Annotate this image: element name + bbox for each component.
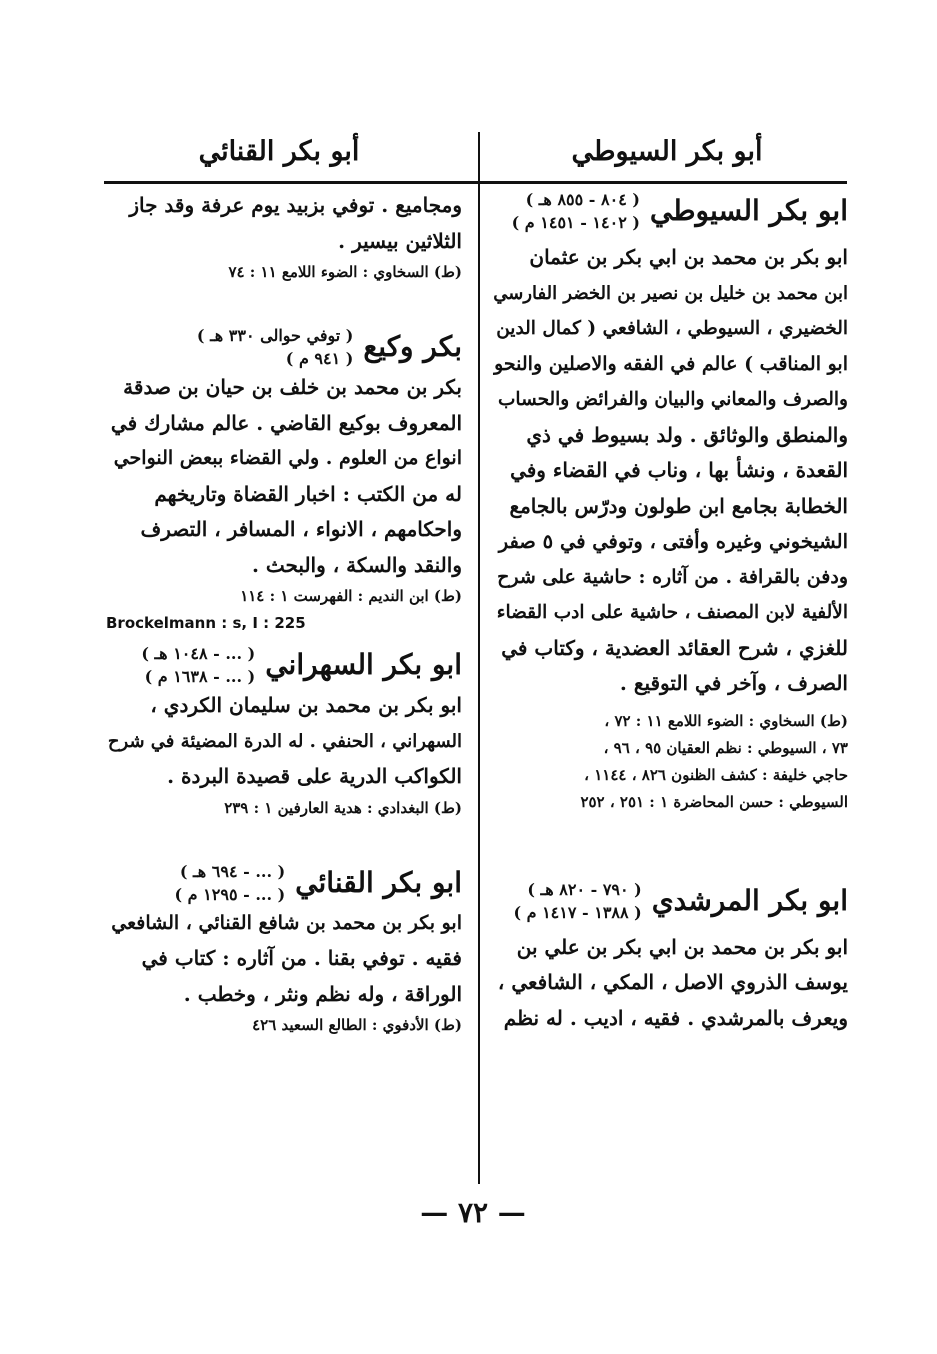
entry-name: ابو بكر القنائي [295, 865, 462, 899]
bio-line: ابو بكر بن محمد بن شافع القنائي ، الشافعي [111, 911, 462, 934]
bio-line: الشيخوني وغيره وأفتى ، وتوفي في ٥ صفر [498, 530, 848, 553]
bio-line: ابو بكر بن محمد بن سليمان الكردي ، [150, 693, 462, 717]
bio-line: الألفية لابن المصنف ، حاشية على ادب القضاء [496, 602, 848, 623]
bio-line: والصرف والمعاني والبيان والفرائض والحساب [498, 389, 848, 410]
dates-gregorian: ( ١٤٠٢ - ١٤٥١ م ) [511, 213, 640, 232]
dates-gregorian: ( ٩٤١ م ) [285, 349, 354, 368]
dates-hijri: ( ٨٠٤ - ٨٥٥ هـ ) [525, 190, 640, 209]
bio-line: ومجاميع . توفي بزبيد يوم عرفة وقد جاز [129, 193, 462, 217]
entry-name: ابو بكر السيوطي [649, 194, 848, 227]
right-column [492, 188, 848, 1036]
entry-name: بكر وكيع [363, 330, 462, 363]
entry-biography [106, 370, 462, 583]
source-line: حاجي خليفة : كشف الظنون ٨٢٦ ، ١١٤٤ ، [584, 765, 848, 784]
entry-heading [492, 188, 848, 234]
dates-hijri: ( ... - ٦٩٤ هـ ) [179, 861, 286, 881]
bio-line: الكواكب الدرية على قصيدة البردة . [167, 764, 462, 788]
dates-gregorian: ( ... - ١٢٩٥ م ) [174, 884, 286, 904]
entry-dates [512, 188, 640, 234]
entry-heading [106, 860, 462, 906]
source-line: (ط) السخاوي : الضوء اللامع ١١ : ٧٤ [228, 263, 462, 281]
source-line: (ط) السخاوي : الضوء اللامع ١١ : ٧٢ ، [604, 711, 848, 730]
bio-line: بكر بن محمد بن خلف بن حيان بن صدقة [123, 375, 462, 399]
entry-heading [106, 642, 462, 688]
entry-sources [106, 583, 462, 610]
page-number: — ٧٢ — [420, 1196, 526, 1229]
source-line: (ط) ابن النديم : الفهرست ١ : ١١٤ [240, 587, 462, 605]
entry-name: ابو بكر المرشدي [651, 883, 848, 917]
entry-sources [492, 708, 848, 816]
dates-hijri: ( ... - ١٠٤٨ هـ ) [141, 644, 256, 663]
dates-hijri: ( توفي حوالى ٣٣٠ هـ ) [196, 326, 354, 345]
source-line: السيوطي : حسن المحاضرة ١ : ٢٥١ ، ٢٥٢ [580, 792, 848, 811]
entry-sources [106, 795, 462, 822]
bio-line: ودفن بالقرافة . من آثاره : حاشية على شرح [497, 565, 848, 588]
bio-line: الخطابة بجامع ابن طولون ودرّس بالجامع [509, 493, 848, 518]
entry-sources [106, 1012, 462, 1039]
entry-dates [197, 324, 353, 370]
bio-line: ابو بكر بن محمد بن ابي بكر بن عثمان [529, 245, 848, 269]
entry-biography [492, 240, 848, 702]
entry-dates [513, 878, 641, 924]
entry-sources [106, 259, 462, 286]
entry-biography [106, 688, 462, 795]
bio-line: الثلاثين بيسير . [338, 228, 462, 253]
bio-line: ابو بكر بن محمد بن ابي بكر بن علي بن [516, 934, 848, 959]
bio-line: والمنطق والوثائق . ولد بسيوط في ذي [526, 422, 848, 447]
bio-line: ابن محمد بن خليل بن نصير بن الخضر الفارسي [493, 282, 848, 304]
bio-line: فقيه . توفي بقنا . من آثاره : كتاب في [141, 946, 462, 970]
bio-line: المعروف بوكيع القاضي . عالم مشارك في [110, 410, 462, 435]
dates-gregorian: ( ... - ١٦٣٨ م ) [144, 667, 256, 686]
bio-line: للغزي ، شرح العقائد العضدية ، وكتاب في [501, 635, 848, 660]
bio-line: الصرف ، وآخر في التوقيع . [619, 671, 848, 695]
source-line: (ط) الأدفوي : الطالع السعيد ٤٢٦ [252, 1016, 462, 1034]
source-latin: Brockelmann : s, I : 225 [106, 614, 306, 632]
source-line: ٧٣ ، السيوطي : نظم العقيان ٩٥ ، ٩٦ ، [603, 738, 848, 757]
entry-biography [106, 906, 462, 1013]
bio-line: الخضيري ، السيوطي ، الشافعي ( كمال الدين [496, 318, 848, 339]
bio-line: يوسف الذروي الاصل ، المكي ، الشافعي ، [497, 970, 848, 994]
entry-dates [141, 642, 255, 688]
dates-hijri: ( ٧٩٠ - ٨٢٠ هـ ) [527, 879, 642, 899]
left-column-header: أبو بكر القنائي [198, 136, 360, 167]
entry-name: ابو بكر السهراني [265, 648, 462, 681]
bio-line: القعدة ، ونشأ بها ، وناب في القضاء وفي [510, 458, 848, 482]
entry-heading [106, 324, 462, 370]
continued-biography [106, 188, 462, 259]
entry-biography [492, 930, 848, 1037]
bio-line: ابو المناقب ) عالم في الفقه والاصلين والنحو [494, 352, 848, 375]
header-rule [104, 181, 847, 184]
bio-line: السهراني ، الحنفي . له الدرة المضيئة في شرح [107, 730, 462, 752]
bio-line: واحكامهم ، الانواء ، المسافر ، التصرف [140, 517, 462, 541]
right-column-header: أبو بكر السيوطي [571, 136, 763, 167]
dates-gregorian: ( ١٣٨٨ - ١٤١٧ م ) [513, 902, 642, 922]
entry-heading [492, 878, 848, 924]
column-separator [478, 132, 480, 1184]
bio-line: الوراقة ، وله نظم ونثر ، وخطب . [183, 981, 462, 1006]
entry-dates [175, 860, 286, 906]
bio-line: ويعرف بالمرشدي . فقيه ، اديب . له نظم [503, 1005, 848, 1030]
left-column [106, 188, 462, 1039]
bio-line: والنقد والسكة ، والبحث . [251, 552, 462, 577]
source-line: (ط) البغدادي : هدية العارفين ١ : ٢٣٩ [224, 798, 462, 817]
bio-line: له من الكتب : اخبار القضاة وتاريخهم [154, 481, 462, 506]
bio-line: انواع من العلوم . ولي القضاء ببعض النواحي [113, 447, 462, 469]
